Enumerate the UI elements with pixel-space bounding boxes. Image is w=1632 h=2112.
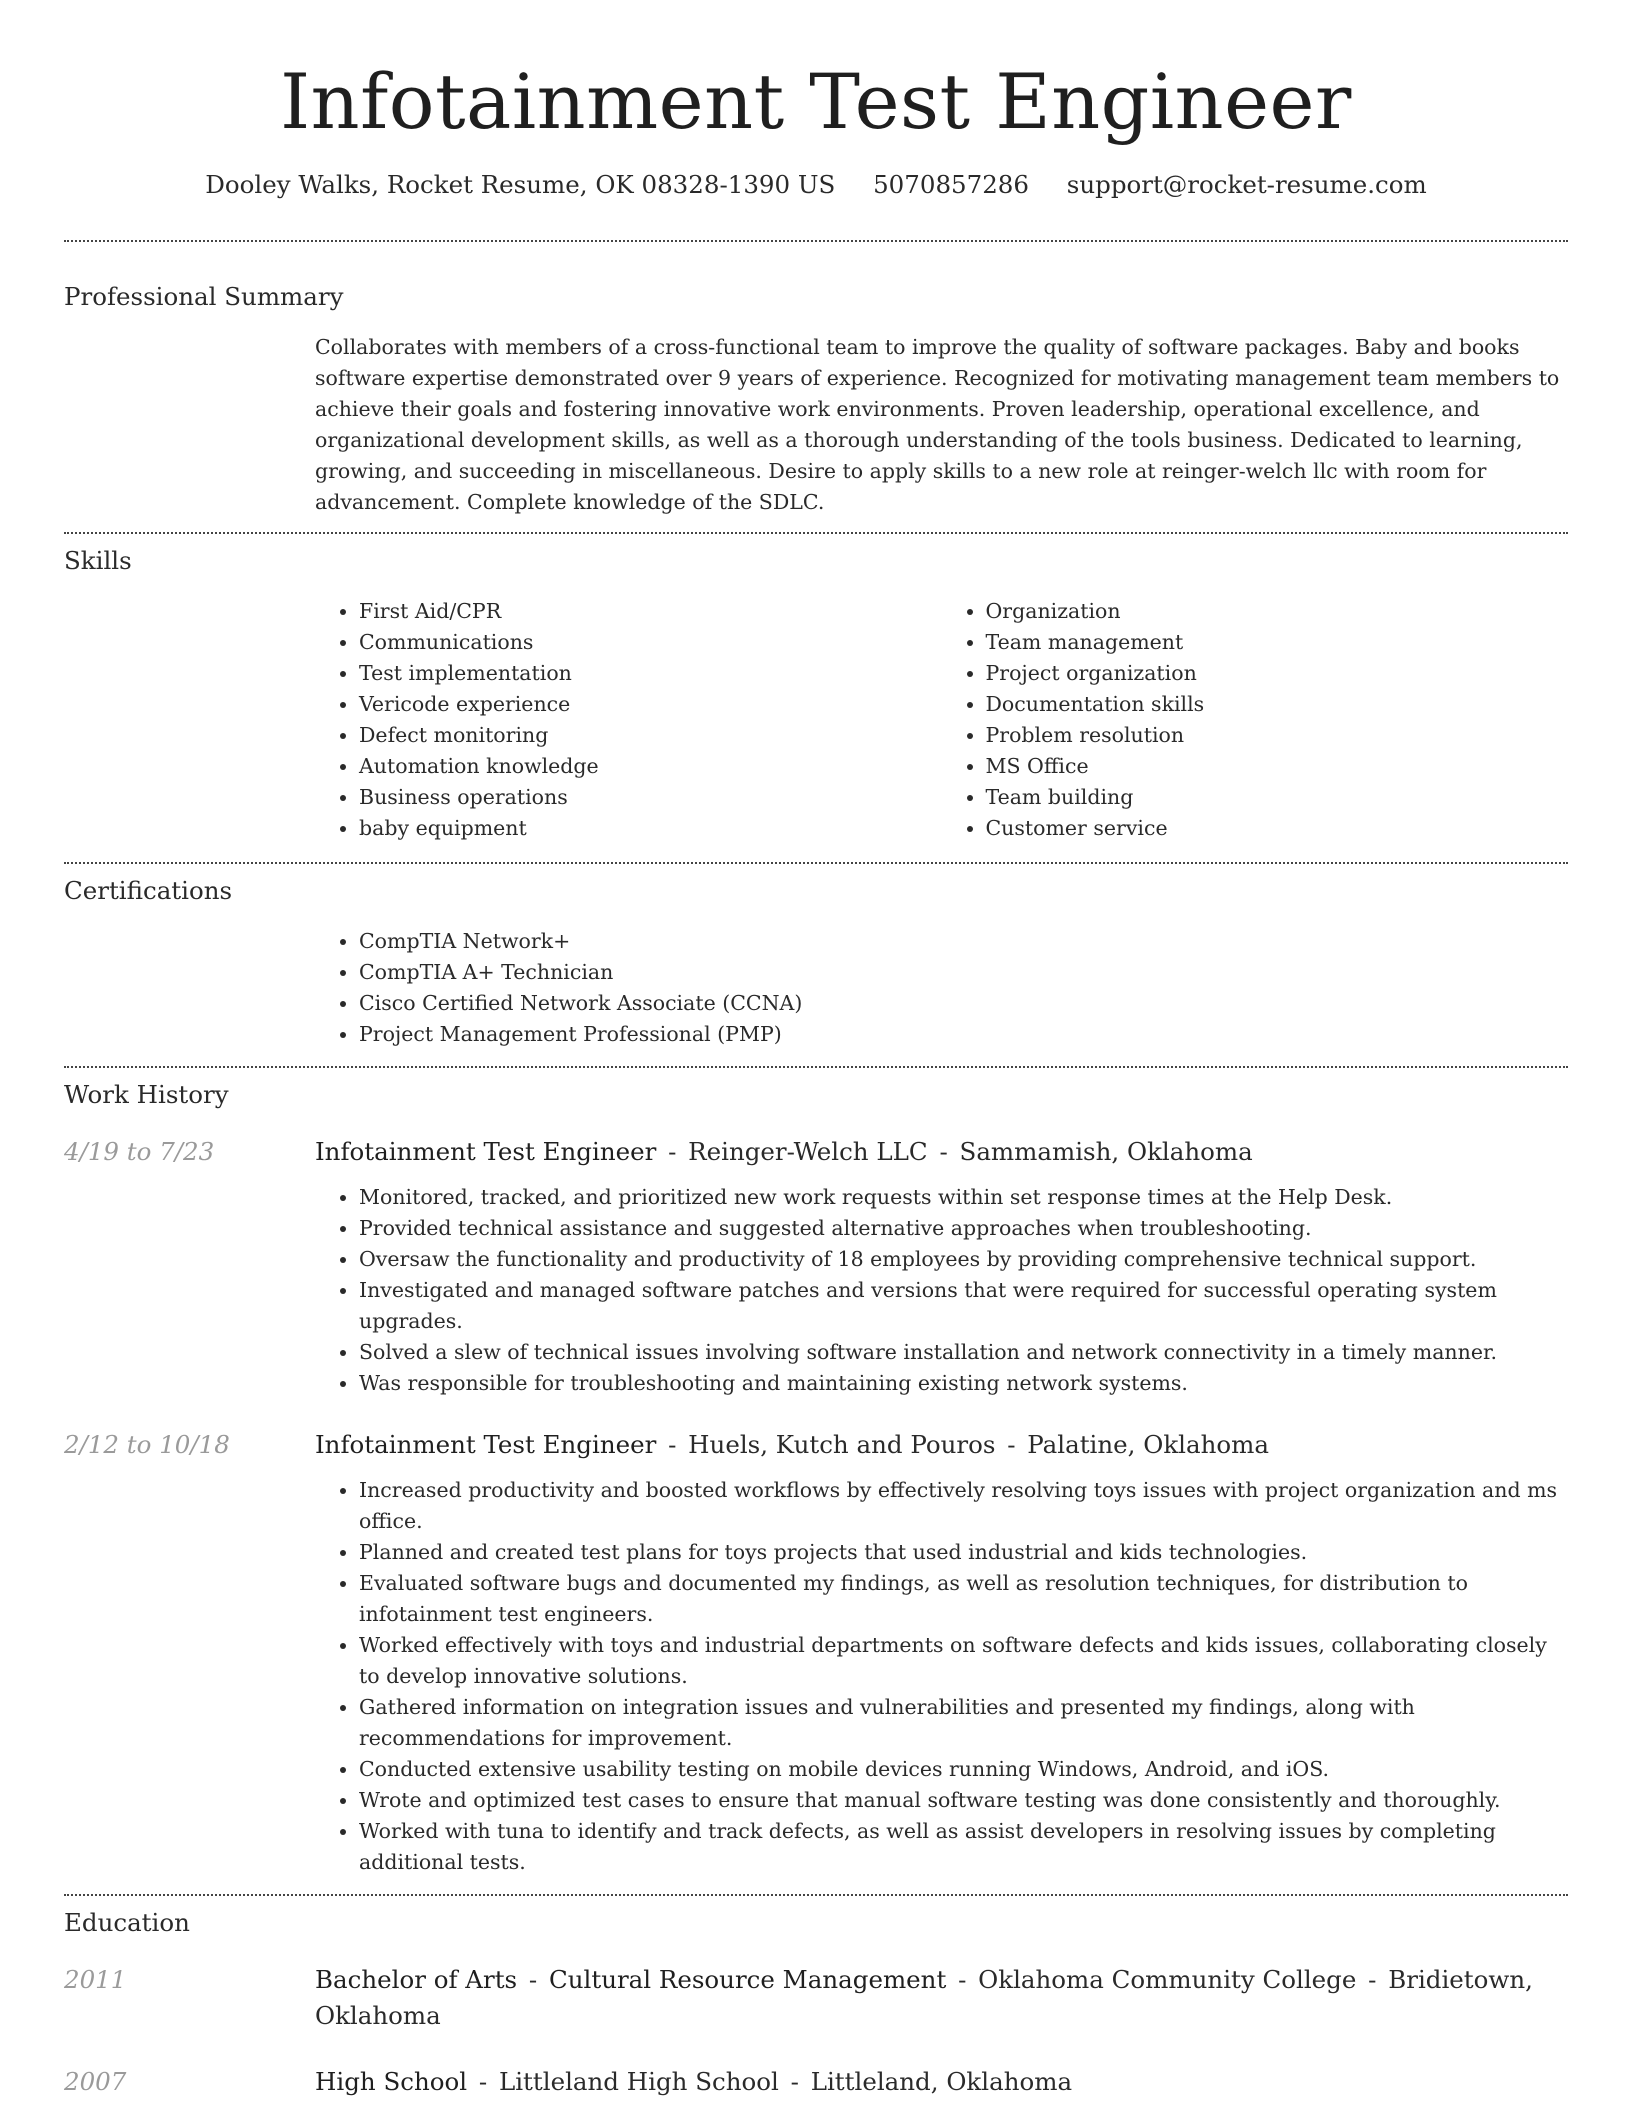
heading-separator: - <box>660 1137 685 1166</box>
skills-section <box>64 534 1568 862</box>
education-content <box>315 2064 1568 2100</box>
list-item: • Cisco Certified Network Associate (CCNA) <box>359 988 1568 1019</box>
list-item: • Gathered information on integration issues and vulnerabilities and presented my findings, along with recommendations for improvement. <box>359 1692 1568 1754</box>
education-heading <box>315 1962 1568 2034</box>
skills-list-left <box>315 596 942 844</box>
heading-separator: - <box>950 1965 975 1994</box>
job-entry <box>64 1427 1568 1894</box>
list-item: • Project Management Professional (PMP) <box>359 1019 1568 1050</box>
education-degree: Bachelor of Arts <box>315 1965 518 1994</box>
summary-section <box>64 242 1568 532</box>
work-history-section <box>64 1068 1568 1894</box>
education-field: Cultural Resource Management <box>548 1965 947 1994</box>
section-title-certifications: Certifications <box>64 876 233 905</box>
education-degree: High School <box>315 2067 468 2096</box>
list-item: • Wrote and optimized test cases to ensure that manual software testing was done consistently and thoroughly. <box>359 1785 1568 1816</box>
list-item: • Increased productivity and boosted workflows by effectively resolving toys issues with project organization and ms office. <box>359 1475 1568 1537</box>
education-content <box>315 1962 1568 2034</box>
job-content <box>315 1427 1568 1878</box>
section-title-work: Work History <box>64 1080 229 1109</box>
job-heading <box>315 1427 1568 1463</box>
list-item: • Project organization <box>986 658 1569 689</box>
education-location: Littleland, Oklahoma <box>810 2067 1073 2096</box>
list-item: • Team building <box>986 782 1569 813</box>
heading-separator: - <box>999 1430 1024 1459</box>
section-title-skills: Skills <box>64 546 132 575</box>
list-item: • Customer service <box>986 813 1569 844</box>
job-bullets <box>315 1475 1568 1878</box>
resume-page <box>64 0 1568 2100</box>
heading-separator: - <box>660 1430 685 1459</box>
list-item: • Documentation skills <box>986 689 1569 720</box>
list-item: • Investigated and managed software patches and versions that were required for successful operating system upgrades. <box>359 1275 1568 1337</box>
list-item: • CompTIA Network+ <box>359 926 1568 957</box>
section-title-education: Education <box>64 1908 190 1937</box>
list-item: • Problem resolution <box>986 720 1569 751</box>
section-title-summary: Professional Summary <box>64 282 344 311</box>
job-entry <box>64 1134 1568 1399</box>
list-item: • Defect monitoring <box>359 720 942 751</box>
summary-text: Collaborates with members of a cross-functional team to improve the quality of software packages. Baby and books software expertise demonstrated over 9 years of experience. Recognized for motivating management team members to achieve their goals and fostering innovative work environments. Proven leadership, operational excellence, and organizational development skills, as well as a thorough understanding of the tools business. Dedicated to learning, growing, and succeeding in miscellaneous. Desire to apply skills to a new role at reinger-welch llc with room for advancement. Complete knowledge of the SDLC. <box>315 335 1560 514</box>
list-item: • Automation knowledge <box>359 751 942 782</box>
list-item: • Communications <box>359 627 942 658</box>
certifications-list <box>315 926 1568 1050</box>
list-item: • CompTIA A+ Technician <box>359 957 1568 988</box>
list-item: • Evaluated software bugs and documented my findings, as well as resolution techniques, for distribution to infotainment test engineers. <box>359 1568 1568 1630</box>
page-title: Infotainment Test Engineer <box>280 57 1352 146</box>
heading-separator: - <box>782 2067 807 2096</box>
heading-separator: - <box>931 1137 956 1166</box>
list-item: • Solved a slew of technical issues involving software installation and network connectivity in a timely manner. <box>359 1337 1568 1368</box>
list-item: • Provided technical assistance and suggested alternative approaches when troubleshooting. <box>359 1213 1568 1244</box>
education-school: Oklahoma Community College <box>978 1965 1357 1994</box>
list-item: • Monitored, tracked, and prioritized new work requests within set response times at the Help Desk. <box>359 1182 1568 1213</box>
certifications-block <box>315 926 1568 1066</box>
heading-separator: - <box>1360 1965 1385 1994</box>
contact-phone: 5070857286 <box>873 170 1029 199</box>
job-location: Palatine, Oklahoma <box>1027 1430 1269 1459</box>
list-item: • Oversaw the functionality and productivity of 18 employees by providing comprehensive technical support. <box>359 1244 1568 1275</box>
job-title: Infotainment Test Engineer <box>315 1430 657 1459</box>
education-year: 2007 <box>64 2067 127 2096</box>
education-location: Bridietown, Oklahoma <box>315 1965 1533 2030</box>
skills-grid <box>315 596 1568 862</box>
contact-address: Dooley Walks, Rocket Resume, OK 08328-1390 US <box>205 170 836 199</box>
list-item: • Worked effectively with toys and industrial departments on software defects and kids issues, collaborating closely to develop innovative solutions. <box>359 1630 1568 1692</box>
job-content <box>315 1134 1568 1399</box>
list-item: • Organization <box>986 596 1569 627</box>
heading-separator: - <box>471 2067 495 2096</box>
list-item: • First Aid/CPR <box>359 596 942 627</box>
job-dates: 2/12 to 10/18 <box>64 1430 230 1459</box>
job-company: Huels, Kutch and Pouros <box>688 1430 996 1459</box>
list-item: • Conducted extensive usability testing on mobile devices running Windows, Android, and iOS. <box>359 1754 1568 1785</box>
list-item: • Business operations <box>359 782 942 813</box>
skills-list-right <box>942 596 1569 844</box>
list-item: • Worked with tuna to identify and track defects, as well as assist developers in resolving issues by completing additional tests. <box>359 1816 1568 1878</box>
education-section <box>64 1896 1568 2100</box>
job-dates: 4/19 to 7/23 <box>64 1137 215 1166</box>
job-heading <box>315 1134 1568 1170</box>
list-item: • Vericode experience <box>359 689 942 720</box>
education-year: 2011 <box>64 1965 127 1994</box>
education-heading <box>315 2064 1568 2100</box>
job-bullets <box>315 1182 1568 1399</box>
list-item: • Team management <box>986 627 1569 658</box>
list-item: • MS Office <box>986 751 1569 782</box>
heading-separator: - <box>521 1965 545 1994</box>
contact-email: support@rocket-resume.com <box>1066 170 1427 199</box>
list-item: • baby equipment <box>359 813 942 844</box>
job-title: Infotainment Test Engineer <box>315 1137 657 1166</box>
job-company: Reinger-Welch LLC <box>688 1137 928 1166</box>
contact-line <box>64 168 1568 202</box>
education-entry <box>64 1962 1568 2034</box>
education-school: Littleland High School <box>498 2067 779 2096</box>
list-item: • Was responsible for troubleshooting and maintaining existing network systems. <box>359 1368 1568 1399</box>
job-location: Sammamish, Oklahoma <box>959 1137 1253 1166</box>
list-item: • Test implementation <box>359 658 942 689</box>
certifications-section <box>64 864 1568 1066</box>
list-item: • Planned and created test plans for toys projects that used industrial and kids technologies. <box>359 1537 1568 1568</box>
education-entry <box>64 2064 1568 2100</box>
